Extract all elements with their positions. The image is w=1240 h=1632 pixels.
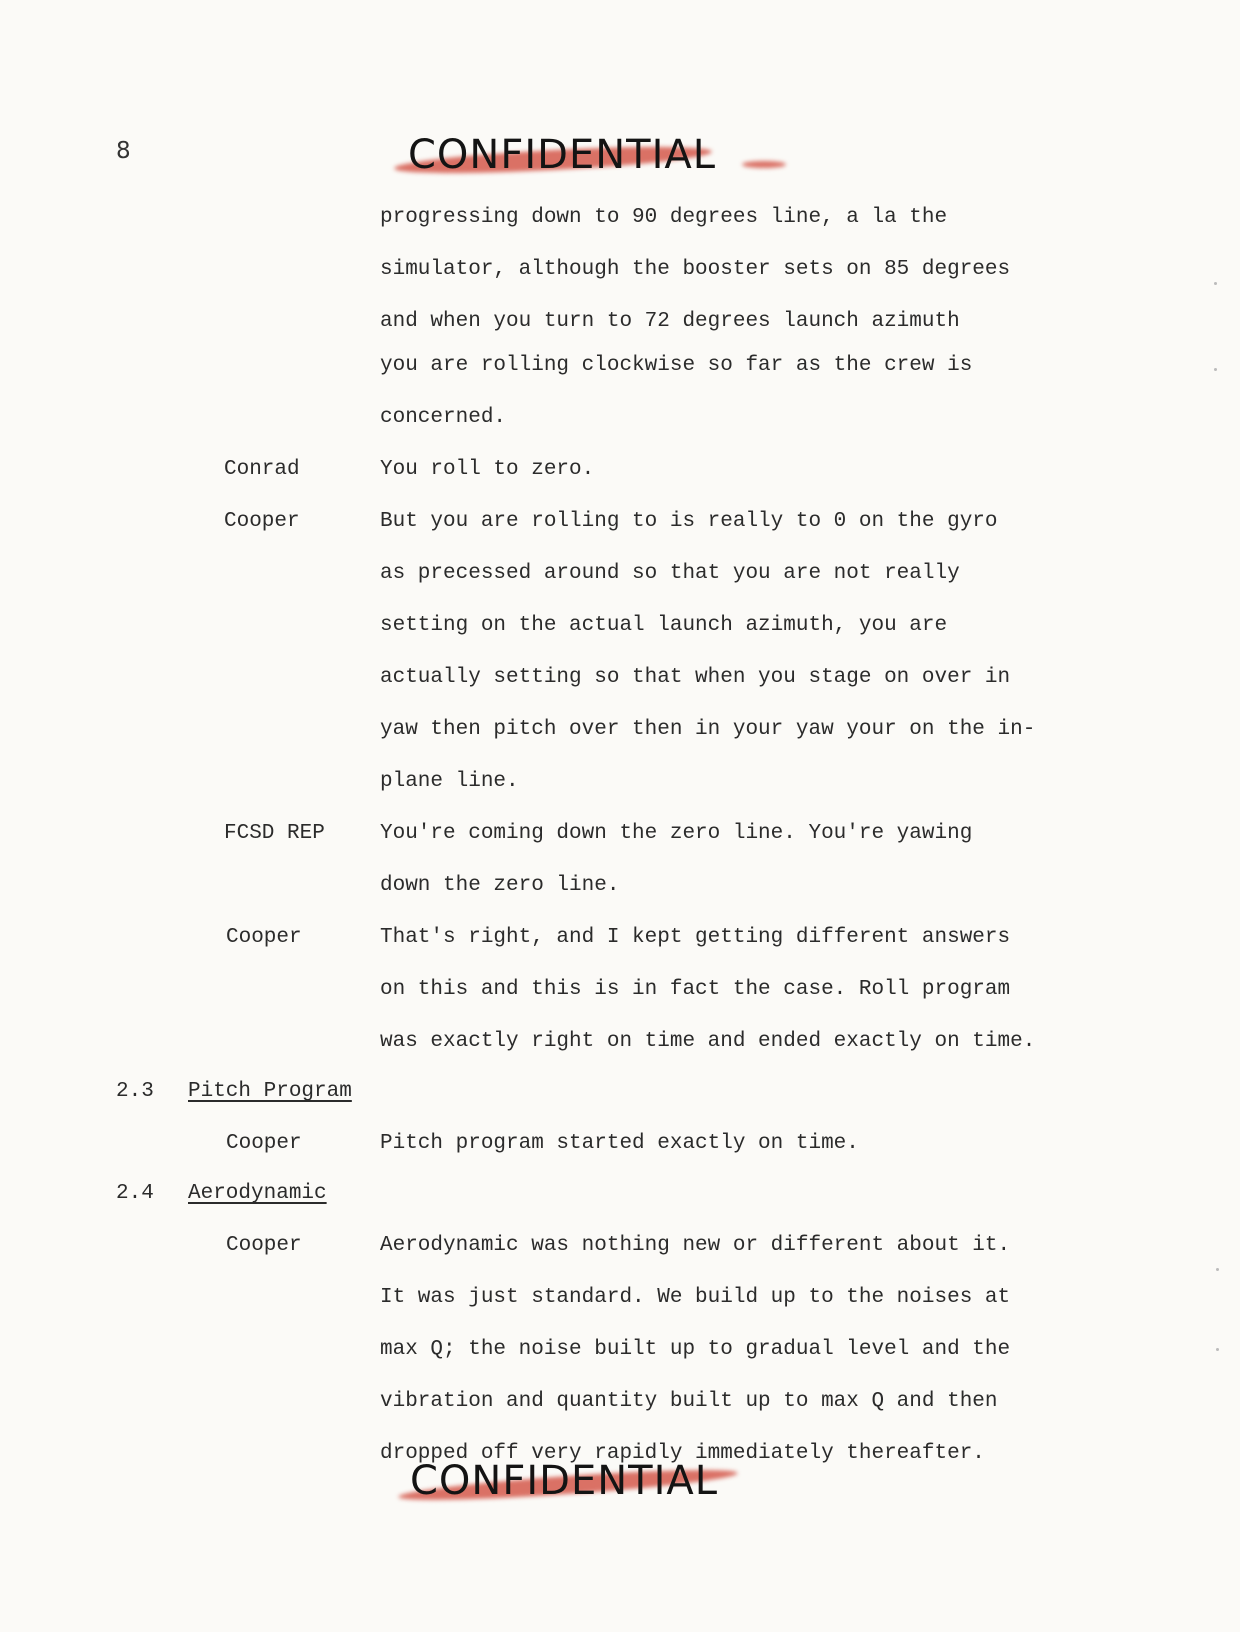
continuation-line: concerned. [380,406,507,429]
continuation-line: you are rolling clockwise so far as the crew is [380,354,973,377]
confidential-stamp-smear-top-tail [742,161,786,168]
transcript-line: You're coming down the zero line. You're yawing [380,822,973,845]
section-title: Aerodynamic [188,1182,327,1205]
section-title: Pitch Program [188,1080,352,1103]
scan-speck [1216,1348,1219,1351]
transcript-line: That's right, and I kept getting different answers [380,926,1011,949]
speaker-name: FCSD REP [224,822,325,845]
section-number: 2.3 [116,1080,154,1103]
speaker-name: Cooper [226,1132,302,1155]
speaker-name: Cooper [224,510,300,533]
transcript-line: You roll to zero. [380,458,595,481]
confidential-stamp-top: CONFIDENTIAL [408,132,717,178]
transcript-line: setting on the actual launch azimuth, you are [380,614,948,637]
scan-speck [1214,368,1217,371]
transcript-line: Aerodynamic was nothing new or different about it. [380,1234,1011,1257]
scan-speck [1214,282,1217,285]
continuation-line: simulator, although the booster sets on 85 degrees [380,258,1011,281]
speaker-name: Cooper [226,1234,302,1257]
transcript-line: max Q; the noise built up to gradual level and the [380,1338,1011,1361]
transcript-line: as precessed around so that you are not really [380,562,960,585]
transcript-line: yaw then pitch over then in your yaw your on the in- [380,718,1036,741]
transcript-line: actually setting so that when you stage on over in [380,666,1011,689]
continuation-line: progressing down to 90 degrees line, a la the [380,206,948,229]
speaker-name: Cooper [226,926,302,949]
confidential-stamp-bottom: CONFIDENTIAL [410,1458,719,1504]
transcript-line: But you are rolling to is really to 0 on the gyro [380,510,998,533]
transcript-line: Pitch program started exactly on time. [380,1132,859,1155]
speaker-name: Conrad [224,458,300,481]
transcript-line: on this and this is in fact the case. Roll program [380,978,1011,1001]
continuation-line: and when you turn to 72 degrees launch azimuth [380,310,960,333]
transcript-line: It was just standard. We build up to the noises at [380,1286,1011,1309]
transcript-line: was exactly right on time and ended exactly on time. [380,1030,1036,1053]
transcript-line: plane line. [380,770,519,793]
section-number: 2.4 [116,1182,154,1205]
scan-speck [1216,1268,1219,1271]
transcript-line: dropped off very rapidly immediately thereafter. [380,1442,985,1465]
page-number: 8 [116,138,131,164]
transcript-line: vibration and quantity built up to max Q and then [380,1390,998,1413]
transcript-line: down the zero line. [380,874,620,897]
